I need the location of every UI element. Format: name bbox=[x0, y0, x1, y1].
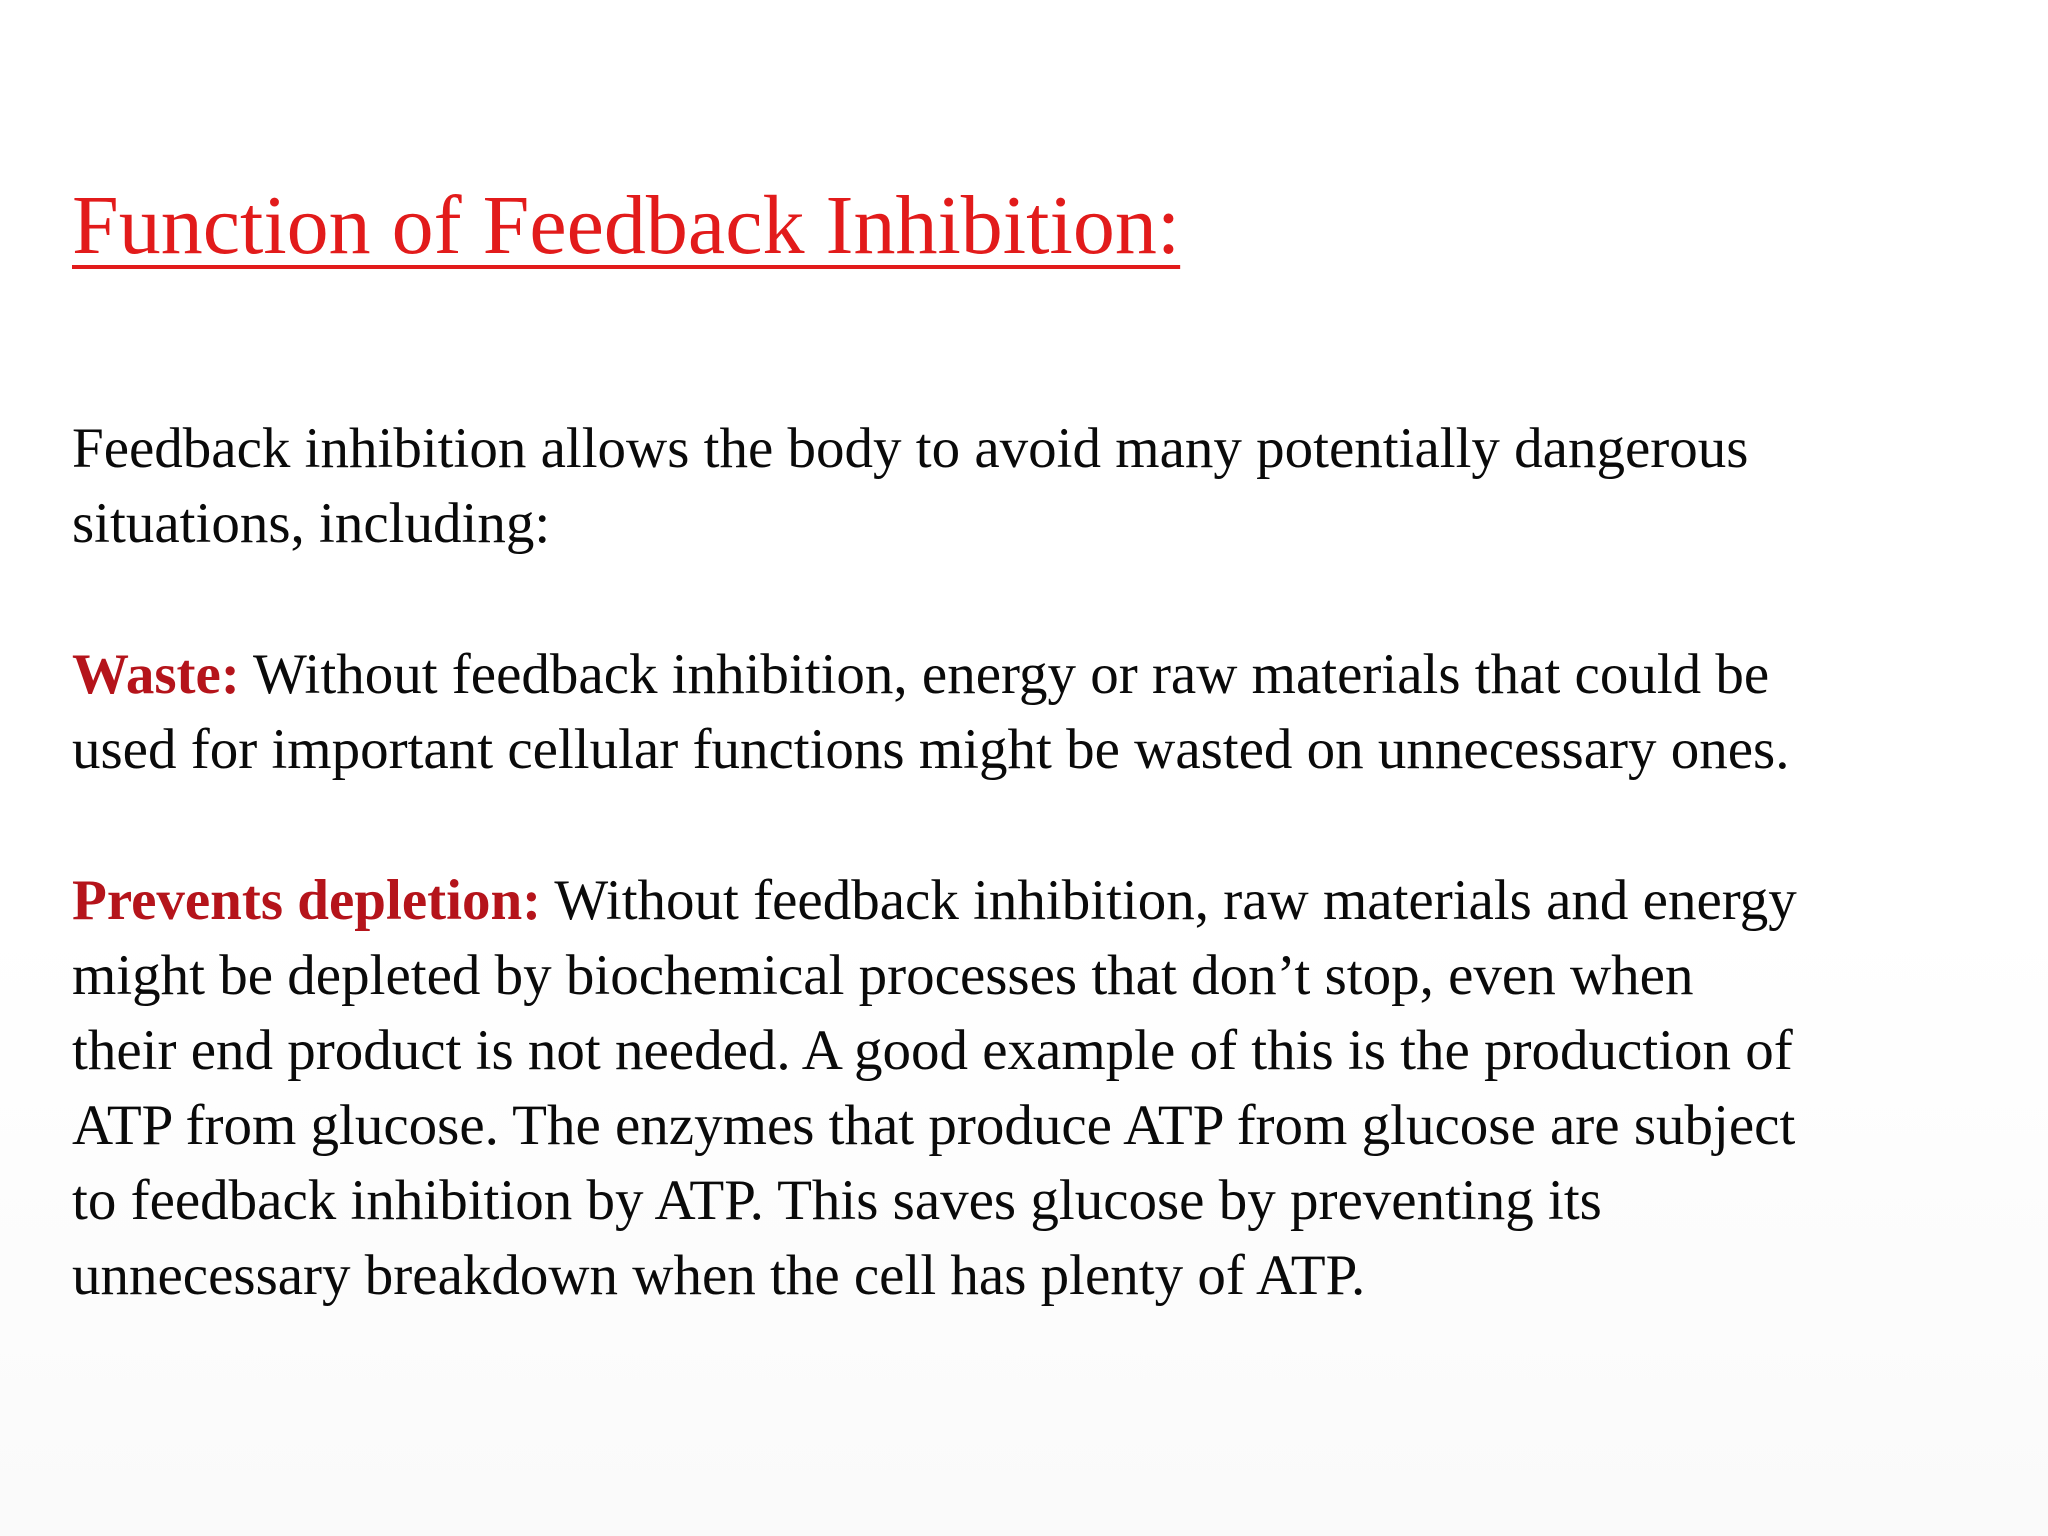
depletion-line bbox=[72, 863, 1992, 938]
depletion-line: to feedback inhibition by ATP. This saves glucose by preventing its bbox=[72, 1169, 1602, 1232]
depletion-line: unnecessary breakdown when the cell has plenty of ATP. bbox=[72, 1244, 1366, 1307]
waste-line: used for important cellular functions might be wasted on unnecessary ones. bbox=[72, 718, 1790, 781]
waste-term: Waste: bbox=[72, 643, 240, 706]
depletion-paragraph bbox=[72, 863, 1992, 1313]
depletion-term: Prevents depletion: bbox=[72, 869, 542, 932]
intro-paragraph bbox=[72, 411, 1992, 561]
waste-line bbox=[72, 637, 1992, 712]
intro-line: situations, including: bbox=[72, 492, 551, 555]
depletion-text: Without feedback inhibition, raw materials and energy bbox=[541, 869, 1797, 932]
intro-line: Feedback inhibition allows the body to avoid many potentially dangerous bbox=[72, 417, 1749, 480]
depletion-line: ATP from glucose. The enzymes that produce ATP from glucose are subject bbox=[72, 1094, 1796, 1157]
waste-paragraph bbox=[72, 637, 1992, 787]
slide-title: Function of Feedback Inhibition: bbox=[72, 179, 1181, 272]
depletion-line: their end product is not needed. A good example of this is the production of bbox=[72, 1019, 1793, 1082]
waste-text: Without feedback inhibition, energy or raw materials that could be bbox=[239, 643, 1770, 706]
depletion-line: might be depleted by biochemical processes that don’t stop, even when bbox=[72, 944, 1694, 1007]
